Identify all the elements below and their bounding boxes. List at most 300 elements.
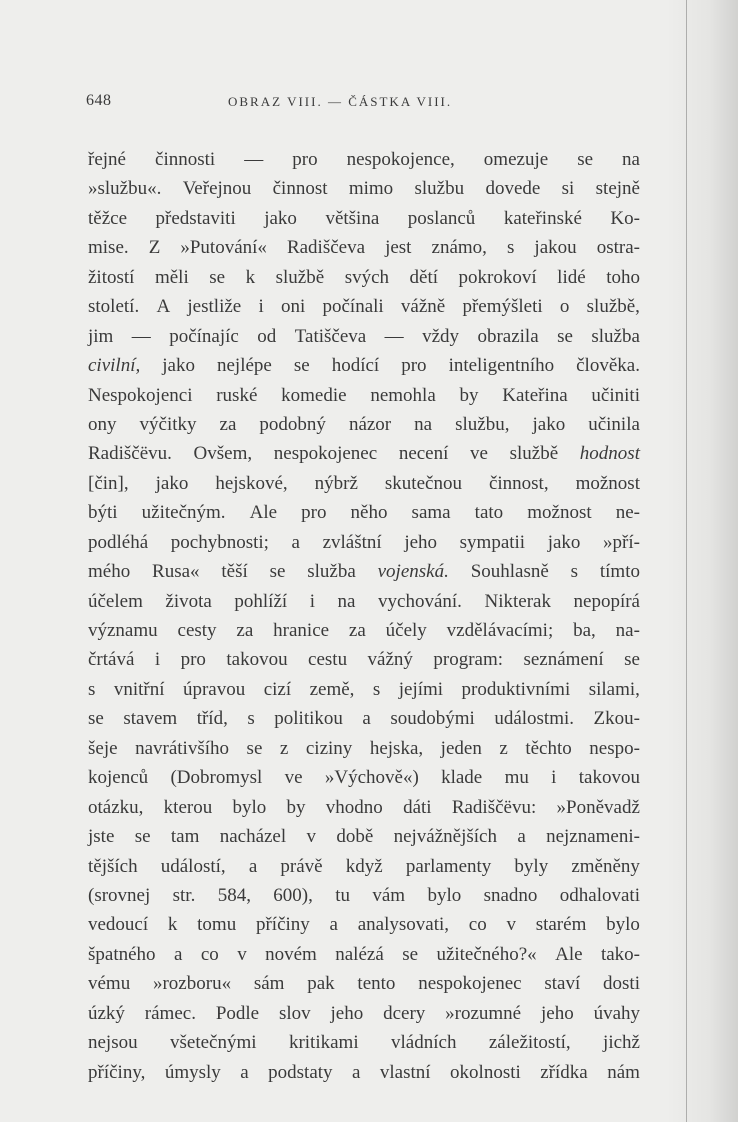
word: s bbox=[247, 708, 255, 730]
word: co bbox=[468, 914, 487, 936]
word: s bbox=[506, 237, 515, 259]
word: se bbox=[88, 708, 104, 730]
word: dáti bbox=[403, 796, 432, 818]
word: 600), bbox=[273, 884, 313, 906]
word: »rozboru« bbox=[152, 973, 232, 995]
word: kateřinské bbox=[503, 207, 582, 229]
word: »Putování« bbox=[180, 237, 267, 259]
word: i bbox=[258, 296, 264, 318]
text-line bbox=[88, 557, 640, 586]
text-line bbox=[88, 204, 640, 233]
word: služba bbox=[591, 325, 640, 347]
word: mu bbox=[504, 767, 529, 789]
word: vychování. bbox=[378, 590, 462, 612]
word: službu bbox=[414, 178, 465, 200]
word: ve bbox=[284, 767, 303, 789]
word: se bbox=[402, 943, 419, 965]
word: »Výchově«) bbox=[324, 767, 419, 789]
text-line bbox=[88, 704, 640, 733]
word: se bbox=[293, 355, 310, 377]
word: stavem bbox=[123, 708, 178, 730]
word: Ovšem, bbox=[193, 443, 253, 465]
word: bylo bbox=[606, 914, 640, 936]
word: komedie bbox=[281, 384, 347, 406]
word: známo, bbox=[431, 237, 487, 259]
word: tímto bbox=[599, 561, 640, 583]
word: jako bbox=[162, 355, 195, 377]
word: nespokojenec bbox=[418, 973, 522, 995]
text-line bbox=[88, 498, 640, 527]
text-line bbox=[88, 528, 640, 557]
word: by bbox=[459, 384, 479, 406]
word: o bbox=[559, 296, 570, 318]
word: dosti bbox=[603, 973, 640, 995]
word: nýbrž bbox=[314, 472, 358, 494]
word: od bbox=[257, 325, 277, 347]
word: Podle bbox=[215, 1002, 260, 1024]
word: vážný bbox=[367, 649, 413, 671]
text-line bbox=[88, 292, 640, 321]
word: analysovati, bbox=[357, 914, 450, 936]
word: v bbox=[237, 943, 247, 965]
word: jako bbox=[155, 472, 189, 494]
word: starém bbox=[535, 914, 587, 936]
word: nespokojence, bbox=[346, 149, 455, 170]
text-line bbox=[88, 381, 640, 410]
word: špatného bbox=[88, 943, 156, 965]
text-line bbox=[88, 940, 640, 969]
word: těžce bbox=[88, 207, 128, 229]
word: ve bbox=[470, 443, 488, 465]
text-line bbox=[88, 587, 640, 616]
word: lidé bbox=[557, 266, 586, 288]
word: Ale bbox=[555, 943, 583, 965]
text-line bbox=[88, 675, 640, 704]
word: a bbox=[240, 1061, 249, 1083]
word: takovou bbox=[578, 767, 640, 789]
word: událostmi. bbox=[494, 708, 575, 730]
word: se bbox=[246, 737, 263, 759]
word: vnitřní bbox=[113, 678, 165, 700]
word: tato bbox=[474, 502, 504, 524]
word: Veřejnou bbox=[182, 178, 252, 200]
text-line bbox=[88, 793, 640, 822]
word: nejlépe bbox=[216, 355, 272, 377]
word: ne- bbox=[615, 502, 640, 524]
word: jejími bbox=[398, 678, 444, 700]
word: jako bbox=[532, 413, 566, 435]
word: pokrokoví bbox=[458, 266, 537, 288]
word: a bbox=[362, 708, 371, 730]
word: odhalovati bbox=[559, 884, 640, 906]
word: záležitostí, bbox=[488, 1032, 571, 1054]
word: něho bbox=[350, 502, 388, 524]
word: by bbox=[286, 796, 306, 818]
word: vždy bbox=[422, 325, 460, 347]
word: pochybnosti; bbox=[170, 531, 269, 553]
text-line bbox=[88, 616, 640, 645]
word: za bbox=[348, 620, 366, 641]
word: činnost, bbox=[488, 472, 549, 494]
word: Zkou- bbox=[593, 708, 640, 730]
word: tříd, bbox=[196, 708, 228, 730]
word: všetečnými bbox=[170, 1032, 257, 1054]
word: tako- bbox=[600, 943, 640, 965]
word: nejvážnějších bbox=[393, 826, 497, 848]
word: jestliže bbox=[187, 296, 242, 318]
word: ostra- bbox=[596, 237, 640, 259]
word: tento bbox=[357, 973, 396, 995]
word: sama bbox=[411, 502, 451, 524]
word: příčiny, bbox=[88, 1061, 146, 1083]
word: civilní, bbox=[88, 355, 141, 377]
word: ba, bbox=[573, 620, 596, 641]
text-line bbox=[88, 969, 640, 998]
word: jako bbox=[264, 207, 297, 229]
word: kritikami bbox=[288, 1032, 359, 1054]
word: A bbox=[156, 296, 171, 318]
word: »pří- bbox=[603, 531, 640, 553]
word: nejznameni- bbox=[546, 826, 640, 848]
word: nespo- bbox=[589, 737, 640, 759]
word: [čin], bbox=[88, 472, 129, 494]
word: výčitky bbox=[139, 413, 197, 435]
word: právě bbox=[280, 855, 323, 877]
word: Ko- bbox=[610, 207, 640, 229]
word: učiniti bbox=[591, 384, 640, 406]
text-line bbox=[88, 881, 640, 910]
word: jim bbox=[88, 325, 114, 347]
word: necení bbox=[398, 443, 449, 465]
text-line bbox=[88, 910, 640, 939]
word: žitostí bbox=[88, 266, 135, 288]
word: hodnost bbox=[579, 443, 640, 465]
word: ciziny bbox=[305, 737, 353, 759]
word: v bbox=[306, 826, 316, 848]
page-edge-shadow bbox=[666, 0, 738, 1122]
word: býti bbox=[88, 502, 118, 524]
word: mimo bbox=[348, 178, 394, 200]
text-line bbox=[88, 410, 640, 439]
word: kojenců bbox=[88, 767, 149, 789]
word: vám bbox=[372, 884, 406, 906]
word: jeho bbox=[540, 1002, 574, 1024]
word: »službu«. bbox=[88, 178, 162, 200]
word: užitečného?« bbox=[436, 943, 537, 965]
word: vedoucí bbox=[88, 914, 149, 936]
word: Radiščëvu: bbox=[451, 796, 537, 818]
word: užitečným. bbox=[141, 502, 226, 524]
word: vojenská. bbox=[377, 561, 449, 583]
word: době bbox=[336, 826, 374, 848]
running-title: OBRAZ VIII. — ČÁSTKA VIII. bbox=[228, 94, 453, 109]
text-line bbox=[88, 322, 640, 351]
word: hejska, bbox=[369, 737, 424, 759]
word: člověka. bbox=[576, 355, 640, 377]
word: »Poněvadž bbox=[556, 796, 640, 818]
word: produktivními bbox=[461, 678, 571, 700]
text-line bbox=[88, 263, 640, 292]
body-text bbox=[88, 145, 640, 1087]
text-line bbox=[88, 999, 640, 1028]
word: toho bbox=[606, 266, 640, 288]
word: země, bbox=[309, 678, 355, 700]
word: těší bbox=[221, 561, 248, 583]
word: šeje bbox=[88, 737, 118, 759]
word: otázku, bbox=[88, 796, 144, 818]
word: se bbox=[577, 149, 594, 170]
word: úzký bbox=[88, 1002, 125, 1024]
word: podstaty bbox=[268, 1061, 333, 1083]
word: co bbox=[200, 943, 219, 965]
word: politikou bbox=[274, 708, 343, 730]
word: ruské bbox=[216, 384, 258, 406]
text-line bbox=[88, 145, 640, 174]
text-line bbox=[88, 469, 640, 498]
word: navrátivšího bbox=[135, 737, 230, 759]
word: hejskové, bbox=[215, 472, 288, 494]
word: s bbox=[570, 561, 579, 583]
word: na bbox=[414, 413, 433, 435]
word: svých bbox=[344, 266, 390, 288]
word: tu bbox=[335, 884, 351, 906]
text-line bbox=[88, 233, 640, 262]
word: s bbox=[372, 678, 381, 700]
word: »rozumné bbox=[445, 1002, 522, 1024]
text-line bbox=[88, 351, 640, 380]
word: stejně bbox=[595, 178, 640, 200]
word: str. bbox=[172, 884, 196, 906]
word: službě bbox=[509, 443, 559, 465]
word: vlastní bbox=[379, 1061, 431, 1083]
text-line bbox=[88, 852, 640, 881]
word: dětí bbox=[409, 266, 439, 288]
word: když bbox=[345, 855, 383, 877]
word: cizí bbox=[263, 678, 292, 700]
word: — bbox=[244, 149, 264, 170]
word: dcery bbox=[383, 1002, 426, 1024]
word: jeho bbox=[330, 1002, 364, 1024]
word: jeho bbox=[404, 531, 438, 553]
word: Z bbox=[148, 237, 161, 259]
word: rámec. bbox=[144, 1002, 196, 1024]
word: významu bbox=[88, 620, 158, 641]
word: seznámení bbox=[523, 649, 604, 671]
word: kterou bbox=[163, 796, 213, 818]
word: nalézá bbox=[335, 943, 384, 965]
word: dovede bbox=[485, 178, 541, 200]
word: pro bbox=[292, 149, 318, 170]
word: klade bbox=[441, 767, 483, 789]
word: službu, bbox=[455, 413, 510, 435]
word: činnosti bbox=[155, 149, 216, 170]
word: mise. bbox=[88, 237, 129, 259]
word: na bbox=[622, 149, 640, 170]
word: účelem bbox=[88, 590, 143, 612]
word: službě bbox=[275, 266, 325, 288]
word: se bbox=[269, 561, 286, 583]
word: se bbox=[624, 649, 640, 671]
word: službě, bbox=[586, 296, 640, 318]
word: bylo bbox=[427, 884, 462, 906]
word: v bbox=[506, 914, 516, 936]
word: nacházel bbox=[219, 826, 287, 848]
word: jste bbox=[88, 826, 115, 848]
word: příčiny bbox=[255, 914, 310, 936]
word: podobný bbox=[259, 413, 326, 435]
word: Ale bbox=[249, 502, 278, 524]
word: názor bbox=[348, 413, 392, 435]
word: črtává bbox=[88, 649, 135, 671]
word: jest bbox=[385, 237, 412, 259]
word: podléhá bbox=[88, 531, 149, 553]
word: řejné bbox=[88, 149, 126, 170]
text-line bbox=[88, 822, 640, 851]
text-line bbox=[88, 174, 640, 203]
word: úvahy bbox=[593, 1002, 640, 1024]
word: vhodno bbox=[325, 796, 383, 818]
word: se bbox=[209, 266, 226, 288]
word: sám bbox=[253, 973, 285, 995]
word: služba bbox=[307, 561, 356, 583]
word: mého bbox=[88, 561, 131, 583]
word: pohlíží bbox=[234, 590, 288, 612]
word: měli bbox=[154, 266, 189, 288]
word: snadno bbox=[483, 884, 538, 906]
word: století. bbox=[88, 296, 140, 318]
text-line bbox=[88, 763, 640, 792]
word: Souhlasně bbox=[470, 561, 549, 583]
word: Nikterak bbox=[484, 590, 551, 612]
word: takovou bbox=[226, 649, 288, 671]
word: z bbox=[279, 737, 289, 759]
word: změněny bbox=[571, 855, 640, 877]
word: za bbox=[219, 413, 237, 435]
word: a bbox=[517, 826, 526, 848]
word: a bbox=[248, 855, 258, 877]
word: představiti bbox=[155, 207, 236, 229]
word: okolnosti bbox=[450, 1061, 521, 1083]
text-line bbox=[88, 645, 640, 674]
word: a bbox=[173, 943, 183, 965]
text-line bbox=[88, 734, 640, 763]
word: přemýšleti bbox=[462, 296, 543, 318]
word: tam bbox=[170, 826, 200, 848]
word: vzdělávacími; bbox=[446, 620, 554, 641]
word: úpravou bbox=[182, 678, 246, 700]
word: na bbox=[337, 590, 356, 612]
word: parlamenty bbox=[405, 855, 492, 877]
binding-crease bbox=[686, 0, 687, 1122]
word: událostí, bbox=[160, 855, 226, 877]
word: s bbox=[88, 678, 96, 700]
word: a bbox=[329, 914, 338, 936]
text-line bbox=[88, 439, 640, 468]
page-header bbox=[86, 92, 646, 116]
word: ony bbox=[88, 413, 117, 435]
word: Tatiščeva bbox=[294, 325, 367, 347]
word: učinila bbox=[588, 413, 640, 435]
word: jeden bbox=[440, 737, 482, 759]
word: z bbox=[499, 737, 508, 759]
word: Radiščëvu. bbox=[88, 443, 172, 465]
word: a bbox=[291, 531, 300, 553]
word: nespokojenec bbox=[273, 443, 378, 465]
word: (srovnej bbox=[88, 884, 151, 906]
word: zřídka bbox=[540, 1061, 588, 1083]
word: Kateřina bbox=[502, 384, 568, 406]
word: tomu bbox=[197, 914, 237, 936]
word: silami, bbox=[588, 678, 640, 700]
word: vážně bbox=[400, 296, 446, 318]
word: počínali bbox=[322, 296, 384, 318]
word: pro bbox=[401, 355, 427, 377]
word: vládních bbox=[391, 1032, 457, 1054]
word: poslanců bbox=[407, 207, 476, 229]
word: cesty bbox=[177, 620, 217, 641]
word: činnost bbox=[272, 178, 328, 200]
word: k bbox=[245, 266, 256, 288]
word: možnost bbox=[575, 472, 640, 494]
word: cestu bbox=[308, 649, 348, 671]
word: úmysly bbox=[164, 1061, 221, 1083]
word: (Dobromysl bbox=[170, 767, 263, 789]
word: bylo bbox=[232, 796, 267, 818]
text-line bbox=[88, 1028, 640, 1057]
word: se bbox=[557, 325, 573, 347]
word: si bbox=[561, 178, 575, 200]
word: nepopírá bbox=[573, 590, 640, 612]
word: zvláštní bbox=[322, 531, 382, 553]
word: sympatii bbox=[459, 531, 526, 553]
word: pro bbox=[301, 502, 327, 524]
text-line bbox=[88, 1058, 640, 1087]
word: vému bbox=[88, 973, 131, 995]
word: i bbox=[309, 590, 315, 612]
page-number: 648 bbox=[86, 92, 112, 109]
word: pro bbox=[180, 649, 206, 671]
word: inteligentního bbox=[448, 355, 555, 377]
word: Rusa« bbox=[152, 561, 200, 583]
word: — bbox=[131, 325, 151, 347]
word: soudobými bbox=[390, 708, 475, 730]
word: a bbox=[352, 1061, 361, 1083]
word: účely bbox=[385, 620, 427, 641]
word: počínajíc bbox=[169, 325, 239, 347]
word: jichž bbox=[603, 1032, 640, 1054]
word: nám bbox=[607, 1061, 640, 1083]
word: pak bbox=[307, 973, 335, 995]
word: tějších bbox=[88, 855, 138, 877]
word: se bbox=[134, 826, 151, 848]
word: hodící bbox=[331, 355, 380, 377]
word: hranice bbox=[273, 620, 330, 641]
word: těchto bbox=[525, 737, 572, 759]
word: omezuje bbox=[483, 149, 549, 170]
word: 584, bbox=[217, 884, 251, 906]
word: i bbox=[551, 767, 557, 789]
word: za bbox=[236, 620, 254, 641]
word: Radiščeva bbox=[286, 237, 366, 259]
word: staví bbox=[544, 973, 581, 995]
word: program: bbox=[433, 649, 504, 671]
word: na- bbox=[615, 620, 640, 641]
word: byly bbox=[514, 855, 549, 877]
word: k bbox=[167, 914, 178, 936]
word: jakou bbox=[534, 237, 577, 259]
word: nemohla bbox=[370, 384, 436, 406]
word: možnost bbox=[527, 502, 592, 524]
